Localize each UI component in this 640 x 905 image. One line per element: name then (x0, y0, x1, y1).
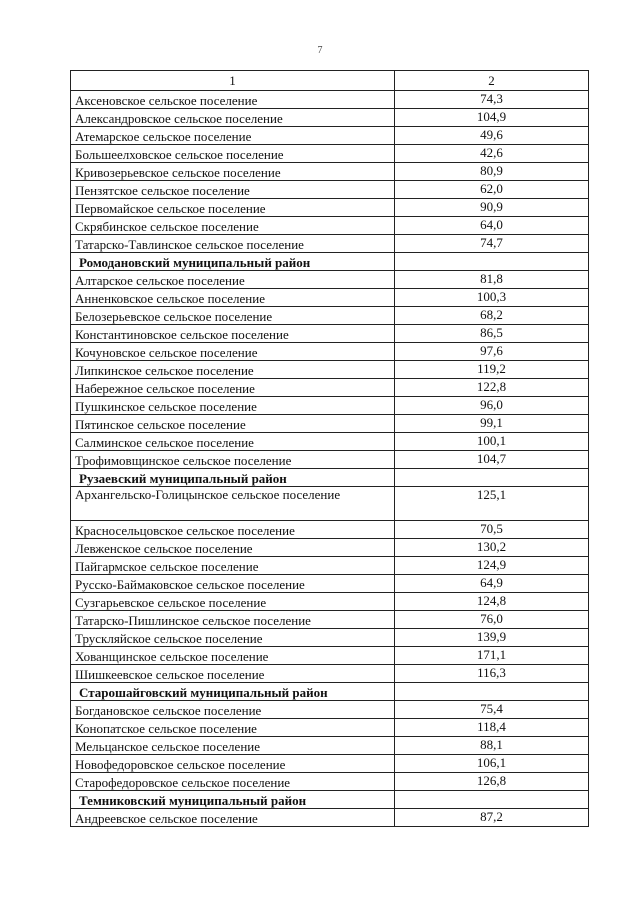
indicator-value: 124,9 (395, 557, 589, 575)
table-row (71, 271, 589, 289)
settlement-name: Пушкинское сельское поселение (71, 397, 395, 415)
indicator-value: 88,1 (395, 737, 589, 755)
indicator-value: 75,4 (395, 701, 589, 719)
settlement-name: Мельцанское сельское поселение (71, 737, 395, 755)
settlement-name: Богдановское сельское поселение (71, 701, 395, 719)
indicator-value: 42,6 (395, 145, 589, 163)
settlement-name: Пайгармское сельское поселение (71, 557, 395, 575)
indicator-value: 96,0 (395, 397, 589, 415)
table-row (71, 199, 589, 217)
column-header-1: 1 (71, 71, 395, 91)
table-row (71, 307, 589, 325)
table-row (71, 611, 589, 629)
page-number: 7 (317, 45, 323, 56)
settlement-name: Конопатское сельское поселение (71, 719, 395, 737)
table-row (71, 665, 589, 683)
settlement-name: Сузгарьевское сельское поселение (71, 593, 395, 611)
settlement-name: Новофедоровское сельское поселение (71, 755, 395, 773)
settlement-name: Александровское сельское поселение (71, 109, 395, 127)
settlement-name: Шишкеевское сельское поселение (71, 665, 395, 683)
settlement-name: Аксеновское сельское поселение (71, 91, 395, 109)
indicator-value: 49,6 (395, 127, 589, 145)
table-row (71, 701, 589, 719)
table-row (71, 647, 589, 665)
settlement-name: Левженское сельское поселение (71, 539, 395, 557)
table-row (71, 415, 589, 433)
indicator-value: 74,3 (395, 91, 589, 109)
indicator-value: 116,3 (395, 665, 589, 683)
section-row (71, 683, 589, 701)
indicator-value: 130,2 (395, 539, 589, 557)
settlement-name: Салминское сельское поселение (71, 433, 395, 451)
indicator-value: 99,1 (395, 415, 589, 433)
settlement-name: Татарско-Тавлинское сельское поселение (71, 235, 395, 253)
indicator-value: 122,8 (395, 379, 589, 397)
table-body (71, 91, 589, 827)
table-row (71, 521, 589, 539)
settlement-name: Кочуновское сельское поселение (71, 343, 395, 361)
settlement-name: Алтарское сельское поселение (71, 271, 395, 289)
table-row (71, 719, 589, 737)
table-row (71, 325, 589, 343)
settlement-name: Атемарское сельское поселение (71, 127, 395, 145)
settlement-name: Анненковское сельское поселение (71, 289, 395, 307)
table-row (71, 433, 589, 451)
settlement-name: Пятинское сельское поселение (71, 415, 395, 433)
settlement-name: Хованщинское сельское поселение (71, 647, 395, 665)
table-row (71, 379, 589, 397)
settlement-name: Татарско-Пишлинское сельское поселение (71, 611, 395, 629)
settlements-table (70, 70, 589, 827)
table-row (71, 181, 589, 199)
indicator-value: 100,3 (395, 289, 589, 307)
table-row (71, 487, 589, 521)
settlement-name: Архангельско-Голицынское сельское поселение (71, 487, 395, 521)
table-row (71, 575, 589, 593)
indicator-value: 90,9 (395, 199, 589, 217)
indicator-value (395, 683, 589, 701)
table-row (71, 773, 589, 791)
settlement-name: Русско-Баймаковское сельское поселение (71, 575, 395, 593)
indicator-value (395, 469, 589, 487)
indicator-value: 81,8 (395, 271, 589, 289)
table-row (71, 593, 589, 611)
table-row (71, 451, 589, 469)
settlement-name: Пензятское сельское поселение (71, 181, 395, 199)
district-name: Ромодановский муниципальный район (71, 253, 395, 271)
settlement-name: Андреевское сельское поселение (71, 809, 395, 827)
indicator-value: 119,2 (395, 361, 589, 379)
table-row (71, 289, 589, 307)
indicator-value: 87,2 (395, 809, 589, 827)
indicator-value: 86,5 (395, 325, 589, 343)
settlement-name: Набережное сельское поселение (71, 379, 395, 397)
indicator-value: 125,1 (395, 487, 589, 521)
settlement-name: Старофедоровское сельское поселение (71, 773, 395, 791)
section-row (71, 791, 589, 809)
table-row (71, 163, 589, 181)
indicator-value: 118,4 (395, 719, 589, 737)
column-header-2: 2 (395, 71, 589, 91)
indicator-value: 97,6 (395, 343, 589, 361)
section-row (71, 469, 589, 487)
table-row (71, 361, 589, 379)
settlement-name: Трускляйское сельское поселение (71, 629, 395, 647)
table-row (71, 397, 589, 415)
table-row (71, 539, 589, 557)
district-name: Темниковский муниципальный район (71, 791, 395, 809)
table-row (71, 145, 589, 163)
indicator-value: 126,8 (395, 773, 589, 791)
settlement-name: Красносельцовское сельское поселение (71, 521, 395, 539)
indicator-value: 104,7 (395, 451, 589, 469)
settlement-name: Кривозерьевское сельское поселение (71, 163, 395, 181)
indicator-value: 64,0 (395, 217, 589, 235)
table-row (71, 629, 589, 647)
district-name: Рузаевский муниципальный район (71, 469, 395, 487)
section-row (71, 253, 589, 271)
settlement-name: Константиновское сельское поселение (71, 325, 395, 343)
settlement-name: Белозерьевское сельское поселение (71, 307, 395, 325)
district-name: Старошайговский муниципальный район (71, 683, 395, 701)
indicator-value: 80,9 (395, 163, 589, 181)
table-row (71, 91, 589, 109)
indicator-value: 74,7 (395, 235, 589, 253)
table-header-row (71, 71, 589, 91)
indicator-value: 62,0 (395, 181, 589, 199)
indicator-value (395, 791, 589, 809)
table-row (71, 343, 589, 361)
settlement-name: Большеелховское сельское поселение (71, 145, 395, 163)
settlement-name: Липкинское сельское поселение (71, 361, 395, 379)
indicator-value: 100,1 (395, 433, 589, 451)
indicator-value: 70,5 (395, 521, 589, 539)
indicator-value: 64,9 (395, 575, 589, 593)
table-row (71, 557, 589, 575)
table-row (71, 755, 589, 773)
indicator-value: 171,1 (395, 647, 589, 665)
table-row (71, 127, 589, 145)
settlement-name: Первомайское сельское поселение (71, 199, 395, 217)
table-row (71, 809, 589, 827)
indicator-value: 139,9 (395, 629, 589, 647)
indicator-value (395, 253, 589, 271)
table-row (71, 109, 589, 127)
indicator-value: 104,9 (395, 109, 589, 127)
indicator-value: 76,0 (395, 611, 589, 629)
indicator-value: 124,8 (395, 593, 589, 611)
table-row (71, 737, 589, 755)
table-row (71, 217, 589, 235)
settlement-name: Трофимовщинское сельское поселение (71, 451, 395, 469)
settlement-name: Скрябинское сельское поселение (71, 217, 395, 235)
indicator-value: 106,1 (395, 755, 589, 773)
table-row (71, 235, 589, 253)
indicator-value: 68,2 (395, 307, 589, 325)
